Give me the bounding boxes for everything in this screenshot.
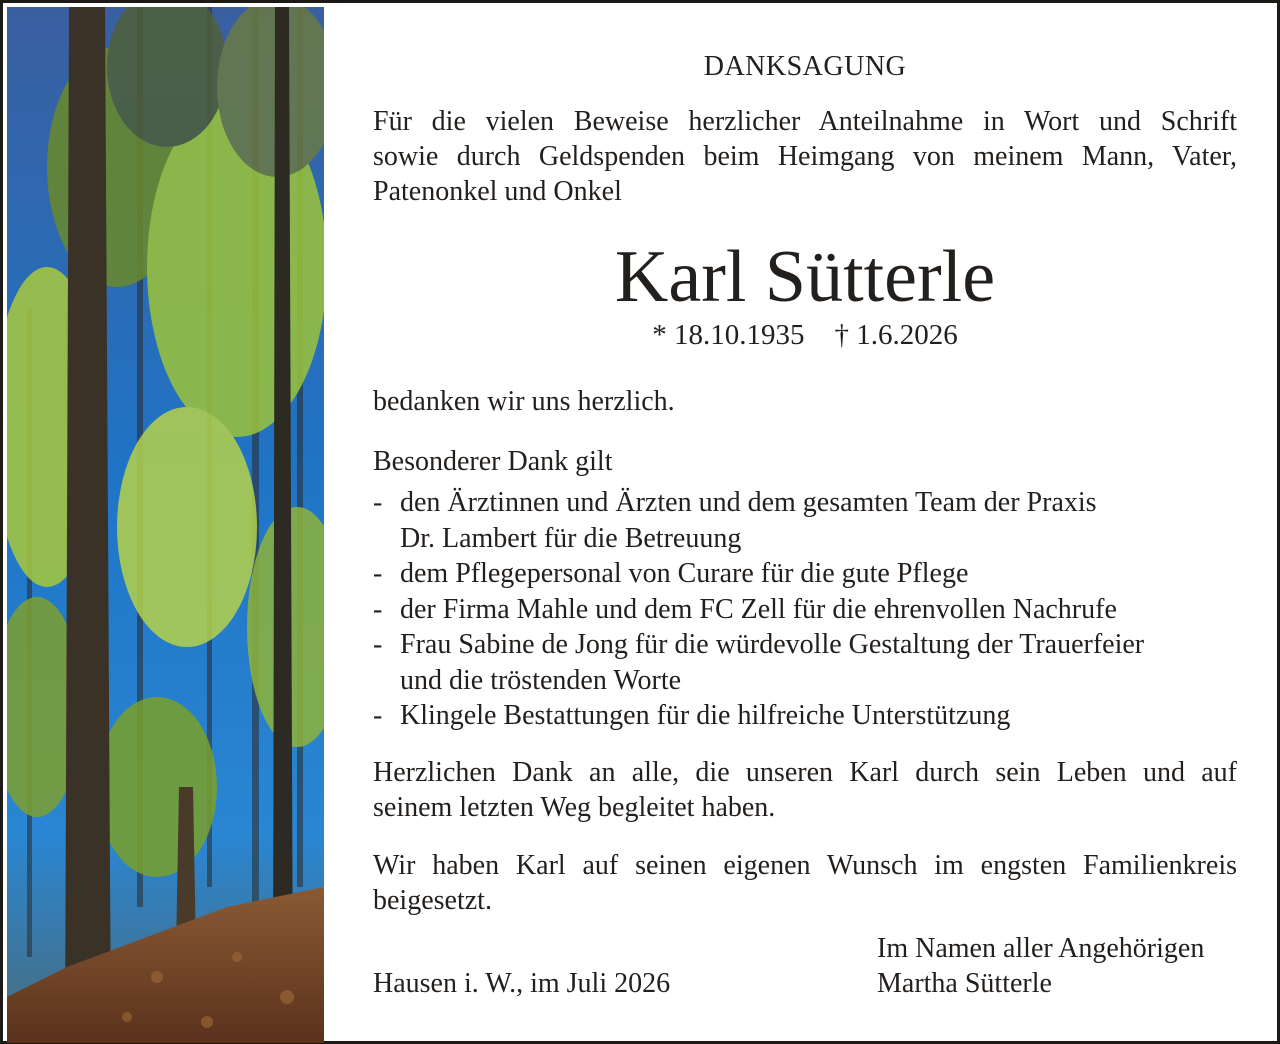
signature-name: Martha Sütterle (877, 968, 1052, 999)
special-thanks-title: Besonderer Dank gilt (373, 446, 613, 477)
signature-line: Im Namen aller Angehörigen (877, 933, 1205, 964)
list-item-line: der Firma Mahle und dem FC Zell für die ehrenvollen Nachrufe (400, 593, 1117, 625)
heading: DANKSAGUNG (703, 51, 907, 82)
list-item (373, 627, 1144, 698)
forest-photo (7, 7, 324, 1043)
list-dash: - (373, 629, 383, 660)
list-item (373, 592, 1144, 628)
intro-text (373, 104, 1237, 209)
burial-paragraph (373, 848, 1237, 918)
list-dash: - (373, 487, 383, 518)
list-item-line: Dr. Lambert für die Betreuung (400, 522, 742, 554)
list-item-line: dem Pflegepersonal von Curare für die gute Pflege (400, 558, 969, 589)
deceased-name: Karl Sütterle (614, 236, 996, 318)
list-item-line: den Ärztinnen und Ärzten und dem gesamten Team der Praxis (400, 487, 1097, 518)
thanks-line: bedanken wir uns herzlich. (373, 386, 675, 417)
birth-date: * 18.10.1935 (652, 319, 805, 351)
list-item-line: und die tröstenden Worte (400, 664, 682, 696)
list-dash: - (373, 700, 383, 731)
list-item (373, 556, 1144, 592)
paragraph-line: Wir haben Karl auf seinen eigenen Wunsch im engsten Familienkreis (373, 850, 1237, 881)
intro-line: Für die vielen Beweise herzlicher Anteilnahme in Wort und Schrift (373, 106, 1237, 137)
paragraph-line: seinem letzten Weg begleitet haben. (373, 792, 776, 823)
death-date: † 1.6.2026 (834, 319, 958, 351)
list-item (373, 485, 1144, 556)
place-date: Hausen i. W., im Juli 2026 (373, 968, 671, 999)
paragraph-line: beigesetzt. (373, 885, 492, 916)
special-thanks-list (373, 485, 1144, 734)
list-item (373, 698, 1144, 734)
list-item-line: Klingele Bestattungen für die hilfreiche Unterstützung (400, 700, 1011, 731)
list-item-line: Frau Sabine de Jong für die würdevolle Gestaltung der Trauerfeier (400, 629, 1145, 660)
list-dash: - (373, 593, 383, 625)
life-dates (373, 319, 1237, 352)
paragraph-line: Herzlichen Dank an alle, die unseren Karl durch sein Leben und auf (373, 757, 1237, 788)
intro-line: Patenonkel und Onkel (373, 176, 622, 207)
list-dash: - (373, 558, 383, 589)
intro-line: sowie durch Geldspenden beim Heimgang von meinem Mann, Vater, (373, 141, 1237, 172)
closing-paragraph (373, 755, 1237, 825)
